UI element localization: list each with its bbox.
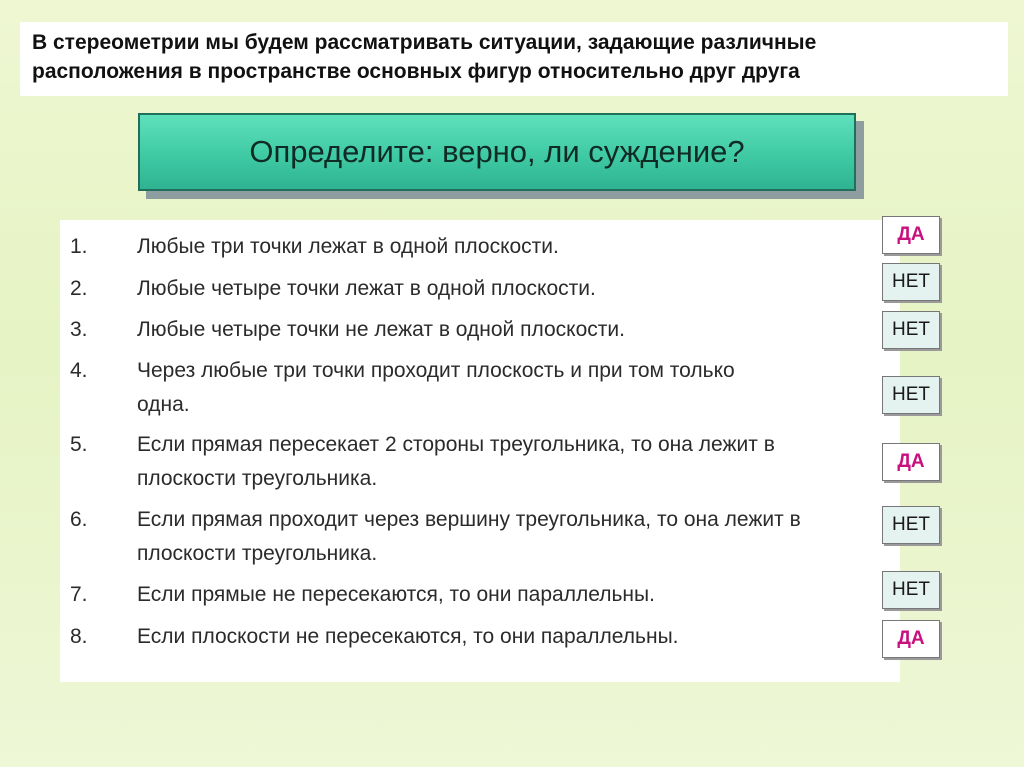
item-text: Через любые три точки проходит плоскость и при том только одна. <box>137 359 735 416</box>
statements-list <box>60 220 900 682</box>
item-number: 1. <box>70 235 88 258</box>
item-text: Если прямая проходит через вершину треугольника, то она лежит в плоскости треугольника. <box>137 508 801 565</box>
header-line-1: В стереометрии мы будем рассматривать ситуации, задающие различные <box>32 31 817 54</box>
header-line-2: расположения в пространстве основных фигур относительно друг друга <box>32 60 800 83</box>
item-text: Если прямые не пересекаются, то они параллельны. <box>137 583 655 606</box>
item-number: 7. <box>70 583 88 606</box>
item-number: 2. <box>70 277 88 300</box>
item-number: 5. <box>70 433 88 456</box>
header-box <box>20 22 1008 96</box>
item-number: 8. <box>70 625 88 648</box>
item-number: 6. <box>70 508 88 531</box>
answer-badge-4: НЕТ <box>882 376 940 414</box>
item-number: 3. <box>70 318 88 341</box>
item-text: Любые четыре точки лежат в одной плоскости. <box>137 277 596 300</box>
answer-badge-6: НЕТ <box>882 506 940 544</box>
item-text: Если прямая пересекает 2 стороны треугольника, то она лежит в плоскости треугольника. <box>137 433 775 490</box>
item-text: Любые четыре точки не лежат в одной плоскости. <box>137 318 625 341</box>
answer-badge-1: ДА <box>882 216 940 254</box>
answer-badge-2: НЕТ <box>882 263 940 301</box>
answer-badge-7: НЕТ <box>882 571 940 609</box>
item-text: Если плоскости не пересекаются, то они параллельны. <box>137 625 679 648</box>
answer-badge-3: НЕТ <box>882 311 940 349</box>
item-text: Любые три точки лежат в одной плоскости. <box>137 235 559 258</box>
item-number: 4. <box>70 359 88 382</box>
answer-badge-5: ДА <box>882 443 940 481</box>
banner-title: Определите: верно, ли суждение? <box>249 134 745 169</box>
answer-badge-8: ДА <box>882 620 940 658</box>
banner <box>138 113 856 191</box>
